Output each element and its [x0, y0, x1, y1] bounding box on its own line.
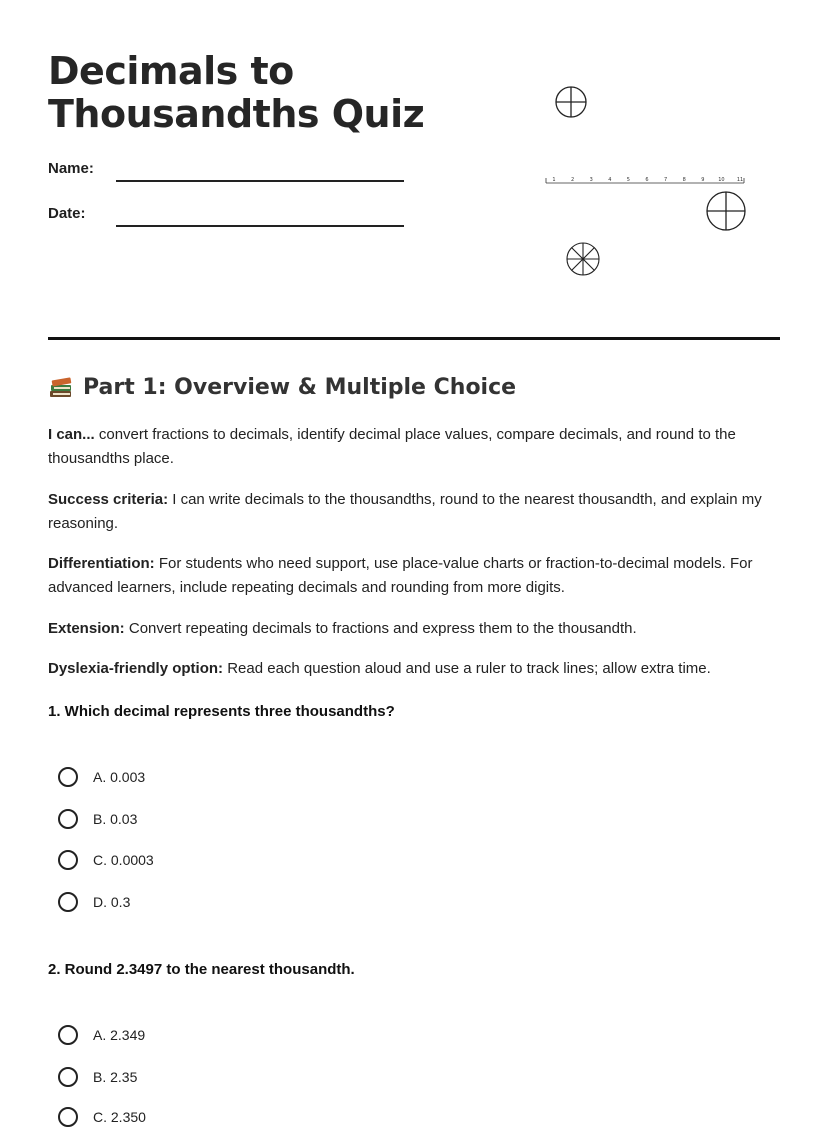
date-line[interactable]: [116, 225, 404, 227]
radio-button[interactable]: [58, 767, 78, 787]
dyslexia-text: Read each question aloud and use a ruler to track lines; allow extra time.: [223, 660, 711, 677]
question-1-option-a[interactable]: [58, 764, 145, 790]
question-2-option-a[interactable]: [58, 1022, 145, 1048]
part1-heading: [48, 374, 516, 400]
page-title: Decimals to Thousandths Quiz: [48, 49, 425, 136]
ruler-tick-label: 8: [682, 177, 686, 183]
differentiation-label: Differentiation:: [48, 555, 155, 572]
ruler-tick-label: 4: [608, 177, 612, 183]
dyslexia-paragraph: [48, 657, 780, 681]
differentiation-text: For students who need support, use place-value charts or fraction-to-decimal models. For advanced learners, include repeating decimals and rounding from more digits.: [48, 555, 753, 596]
question-2-option-c[interactable]: [58, 1104, 146, 1130]
option-label: A. 0.003: [93, 769, 146, 785]
ruler-tick-label: 7: [664, 177, 668, 183]
name-field: [48, 160, 408, 190]
ruler-tick-label: 10: [718, 177, 725, 183]
ruler-tick-label: 1: [552, 177, 556, 183]
radio-button[interactable]: [58, 892, 78, 912]
part1-heading-text: Part 1: Overview & Multiple Choice: [83, 374, 517, 400]
ruler-tick-label: 6: [645, 177, 649, 183]
date-label: Date:: [48, 205, 86, 222]
radio-button[interactable]: [58, 850, 78, 870]
crosshair-icon: [556, 87, 586, 117]
option-label: B. 2.35: [93, 1069, 138, 1085]
radio-button[interactable]: [58, 1025, 78, 1045]
option-label: D. 0.3: [93, 894, 131, 910]
dyslexia-label: Dyslexia-friendly option:: [48, 660, 224, 677]
books-icon: [48, 374, 74, 400]
differentiation-paragraph: [48, 552, 780, 600]
option-label: A. 2.349: [93, 1027, 146, 1043]
i-can-paragraph: [48, 423, 780, 471]
success-criteria-label: Success criteria:: [48, 491, 169, 508]
crosshair-large-icon: [707, 192, 745, 230]
extension-paragraph: [48, 617, 780, 641]
i-can-label: I can...: [48, 426, 95, 443]
question-2: 2. Round 2.3497 to the nearest thousandth.: [48, 961, 355, 978]
question-1-option-d[interactable]: [58, 889, 130, 915]
extension-label: Extension:: [48, 620, 125, 637]
date-field: [48, 205, 408, 235]
success-criteria-text: I can write decimals to the thousandths, round to the nearest thousandth, and explain my reasoning.: [48, 491, 762, 532]
question-2-option-b[interactable]: [58, 1064, 137, 1090]
ruler-icon: [546, 177, 744, 183]
radio-button[interactable]: [58, 1067, 78, 1087]
wheel-icon: [567, 243, 599, 275]
i-can-text: convert fractions to decimals, identify decimal place values, compare decimals, and round to the thousandths place.: [48, 426, 736, 467]
name-label: Name:: [48, 160, 94, 177]
ruler-tick-label: 3: [589, 177, 593, 183]
ruler-tick-label: 9: [701, 177, 705, 183]
success-criteria-paragraph: [48, 488, 780, 536]
extension-text: Convert repeating decimals to fractions and express them to the thousandth.: [124, 620, 637, 637]
section-divider: [48, 337, 780, 340]
radio-button[interactable]: [58, 809, 78, 829]
option-label: C. 2.350: [93, 1109, 146, 1125]
option-label: B. 0.03: [93, 811, 138, 827]
radio-button[interactable]: [58, 1107, 78, 1127]
option-label: C. 0.0003: [93, 852, 154, 868]
ruler-tick-label: 2: [571, 177, 575, 183]
question-1-option-c[interactable]: [58, 847, 154, 873]
question-1-option-b[interactable]: [58, 806, 137, 832]
question-1: 1. Which decimal represents three thousandths?: [48, 703, 395, 720]
ruler-tick-label: 11: [736, 177, 744, 183]
ruler-tick-label: 5: [626, 177, 630, 183]
decorative-clipart: [520, 60, 780, 290]
name-line[interactable]: [116, 180, 404, 182]
